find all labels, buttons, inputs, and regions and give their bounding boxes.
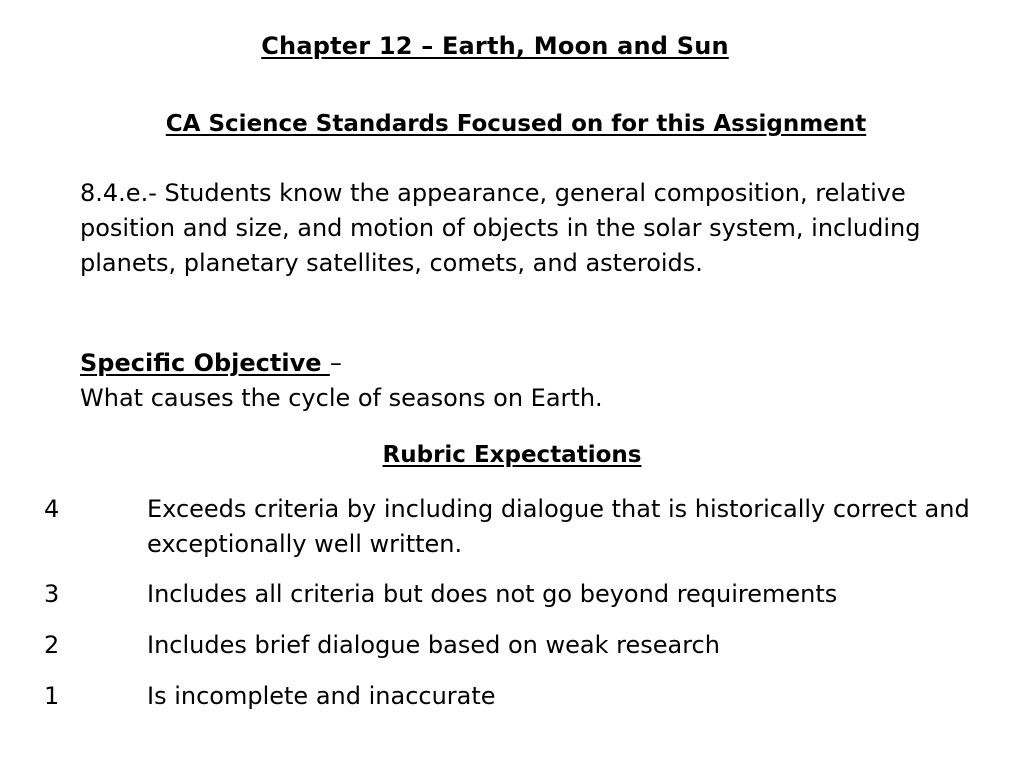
objective-label: Specific Objective <box>80 349 330 377</box>
standards-heading: CA Science Standards Focused on for this Assignment <box>165 111 867 137</box>
rubric-heading: Rubric Expectations <box>382 442 642 468</box>
objective-heading <box>80 346 342 381</box>
rubric-score: 2 <box>44 631 60 659</box>
rubric-description: Includes all criteria but does not go beyond requirements <box>147 580 838 608</box>
objective-dash: – <box>329 349 342 377</box>
rubric-score: 1 <box>44 682 60 710</box>
page-title: Chapter 12 – Earth, Moon and Sun <box>261 32 729 60</box>
rubric-score: 4 <box>44 495 60 523</box>
rubric-score: 3 <box>44 580 60 608</box>
rubric-description: Exceeds criteria by including dialogue that is historically correct and exceptionally well written. <box>147 495 970 558</box>
rubric-description: Is incomplete and inaccurate <box>147 682 496 710</box>
rubric-description: Includes brief dialogue based on weak research <box>147 631 720 659</box>
objective-text: What causes the cycle of seasons on Earth. <box>80 384 603 412</box>
standard-text: 8.4.e.- Students know the appearance, general composition, relative position and size, and motion of objects in the solar system, including planets, planetary satellites, comets, and asteroids. <box>80 179 921 277</box>
